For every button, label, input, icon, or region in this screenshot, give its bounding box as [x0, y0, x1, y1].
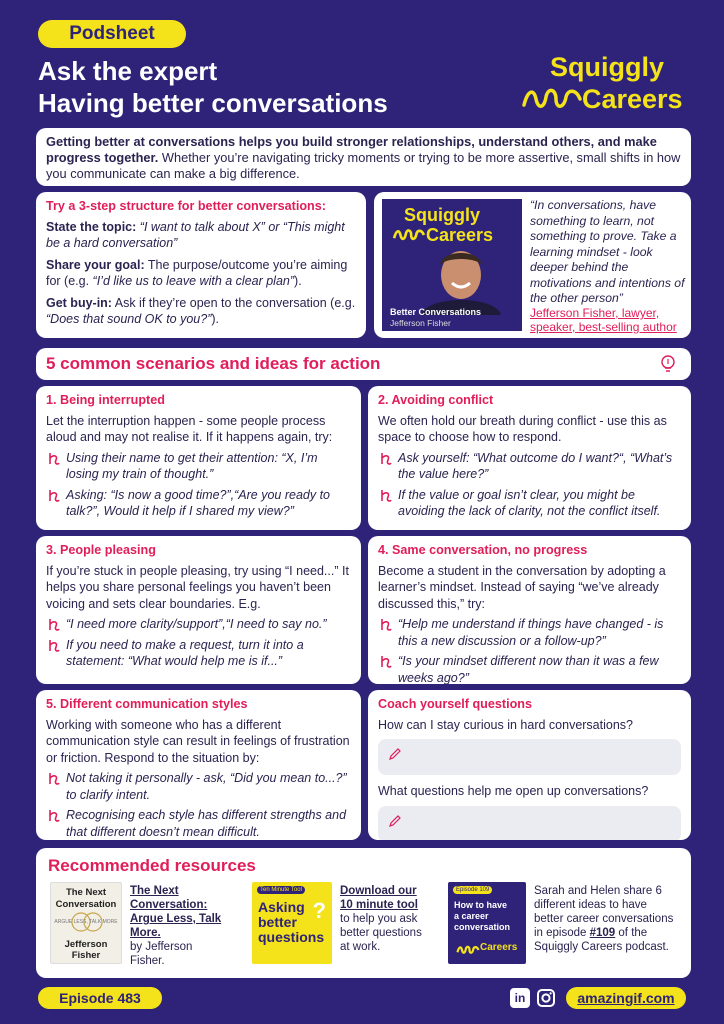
tool-resource: [340, 884, 426, 954]
squiggly-careers-logo: [520, 52, 700, 118]
scenario-intro: Let the interruption happen - some people process aloud and may not realise it. If it happens again, try:: [46, 413, 333, 444]
logo-word-careers: Careers: [582, 84, 683, 114]
squiggle-bullet-icon: [48, 772, 60, 786]
cover-caption: Better Conversations: [390, 307, 482, 317]
tool-cover-line3: questions: [258, 929, 325, 945]
quote-card: [374, 192, 691, 338]
episode-text-pre: Sarah and Helen share 6 different ideas to have better career conversations in episode: [534, 885, 674, 939]
tool-cover-line2: better: [258, 914, 297, 930]
bullet-item: [46, 487, 351, 520]
episode-resource: [534, 884, 674, 954]
instagram-icon[interactable]: [536, 988, 556, 1008]
guest-portrait-icon: [416, 245, 506, 315]
step-after: ).: [211, 312, 220, 326]
podsheet-badge: Podsheet: [38, 20, 186, 48]
step-label: State the topic:: [46, 219, 137, 234]
cover-name: Jefferson Fisher: [390, 318, 451, 328]
book-cover-author1: Jefferson: [64, 939, 108, 950]
resources-card: [36, 848, 691, 978]
scenario-title: 3. People pleasing: [46, 543, 156, 557]
squiggle-bullet-icon: [48, 618, 60, 632]
step-item: [46, 257, 356, 290]
squiggle-bullet-icon: [48, 489, 60, 503]
step-italic: “Does that sound OK to you?”: [46, 312, 212, 326]
episode-tag: Episode 109: [453, 886, 492, 894]
episode-cover-line2: a career: [454, 911, 489, 921]
scenario-intro: We often hold our breath during conflict - use this as space to choose how to respond.: [378, 413, 667, 444]
squiggle-bullet-icon: [48, 452, 60, 466]
scenario-card-interrupted: [36, 386, 361, 530]
bullet-text: Using their name to get their attention: “X, I’m losing my train of thought.”: [66, 450, 318, 481]
resources-title: Recommended resources: [48, 856, 256, 875]
episode-cover-line3: conversation: [454, 922, 511, 932]
bullet-text: If you need to make a request, turn it into a statement: “What would help me is if...”: [66, 637, 304, 668]
scenario-title: 4. Same conversation, no progress: [378, 543, 588, 557]
page-title-line2: Having better conversations: [38, 88, 388, 118]
squiggle-icon: [520, 85, 584, 113]
bullet-item: [378, 653, 681, 684]
step-after: ).: [294, 274, 302, 288]
episode-badge: Episode 483: [38, 987, 162, 1009]
scenario-intro: Working with someone who has a different communication style can result in feelings of frustration or friction. Respond to the situation by:: [46, 717, 350, 765]
answer-field-2[interactable]: [378, 806, 681, 841]
logo-word-squiggly: Squiggly: [550, 52, 664, 82]
squiggle-bullet-icon: [380, 655, 392, 669]
book-cover-subtitle: ARGUE LESS, TALK MORE: [54, 919, 118, 925]
scenario-card-conflict: [368, 386, 691, 530]
book-link[interactable]: The Next Conversation: Argue Less, Talk More.: [130, 885, 222, 939]
coach-question-2: What questions help me open up conversations?: [378, 784, 649, 798]
book-cover-title1: The Next: [65, 887, 107, 898]
coach-title: Coach yourself questions: [378, 697, 532, 711]
squiggle-icon: [392, 227, 426, 243]
step-item: [46, 295, 356, 328]
step-item: [46, 219, 356, 252]
bullet-text: “Help me understand if things have changed - is this a new discussion or a follow-up?”: [398, 617, 664, 648]
coach-card: [368, 690, 691, 840]
squiggle-icon: [456, 944, 480, 956]
episode-link[interactable]: #109: [589, 927, 616, 939]
bullet-item: [378, 487, 681, 520]
linkedin-icon[interactable]: in: [510, 988, 530, 1008]
quote-author-link[interactable]: Jefferson Fisher, lawyer, speaker, best-selling author: [530, 306, 677, 334]
episode-cover[interactable]: [448, 882, 526, 964]
squiggle-bullet-icon: [48, 639, 60, 653]
cover-logo-squiggly: Squiggly: [404, 205, 480, 225]
scenario-card-no-progress: [368, 536, 691, 684]
bullet-item: [378, 616, 681, 649]
structure-card: [36, 192, 366, 338]
step-text: The purpose/outcome you’re aiming for (e.g.: [46, 257, 348, 288]
bullet-item: [46, 616, 351, 633]
episode-cover-line1: How to have: [454, 900, 508, 910]
squiggle-bullet-icon: [380, 618, 392, 632]
structure-title: Try a 3-step structure for better conversations:: [46, 199, 326, 213]
bullet-text: Asking: “Is now a good time?”,“Are you ready to talk?”, Would it help if I shared my view?”: [66, 487, 331, 518]
intro-card: [36, 128, 691, 186]
scenario-card-communication-styles: [36, 690, 361, 840]
answer-field-1[interactable]: [378, 739, 681, 775]
scenario-title: 5. Different communication styles: [46, 697, 248, 711]
bullet-item: [46, 807, 351, 840]
tool-cover-line1: Asking: [258, 899, 305, 915]
book-cover[interactable]: [50, 882, 122, 964]
scenario-card-people-pleasing: [36, 536, 361, 684]
step-label: Share your goal:: [46, 257, 145, 272]
intro-rest: Whether you’re navigating tricky moments or trying to be more assertive, small shifts in how you communicate can make a big difference.: [46, 150, 681, 181]
expert-quote: “In conversations, have something to learn, not something to prove. Take a learning mindset - look deeper behind the motivations and intentions of the other person”: [530, 198, 685, 305]
step-label: Get buy-in:: [46, 295, 112, 310]
tool-description: to help you ask better questions at work.: [340, 913, 422, 953]
scenario-intro: If you’re stuck in people pleasing, try using “I need...” It helps you share personal feelings you haven’t been voicing and sets clear boundaries. E.g.: [46, 563, 349, 611]
pencil-icon: [388, 814, 402, 828]
episode-cover-logo: Careers: [480, 942, 518, 953]
cover-logo-careers: Careers: [426, 225, 494, 245]
book-author: by Jefferson Fisher.: [130, 941, 193, 967]
bullet-item: [46, 450, 351, 483]
pencil-icon: [388, 747, 402, 761]
book-cover-title2: Conversation: [55, 899, 117, 910]
step-italic: “I’d like us to leave with a clear plan”: [92, 274, 295, 288]
scenario-title: 2. Avoiding conflict: [378, 393, 494, 407]
bullet-text: “Is your mindset different now than it was a few weeks ago?”: [398, 654, 659, 684]
bullet-text: “I need more clarity/support”,“I need to say no.”: [66, 617, 327, 631]
episode-text-post: of the Squiggly Careers podcast.: [534, 927, 669, 953]
squiggle-bullet-icon: [380, 452, 392, 466]
bullet-item: [378, 450, 681, 483]
tool-cover[interactable]: [252, 882, 332, 964]
squiggle-bullet-icon: [48, 809, 60, 823]
question-mark-icon: ?: [312, 898, 326, 923]
step-text: Ask if they’re open to the conversation (e.g.: [111, 295, 356, 310]
lightbulb-icon: [659, 354, 677, 374]
tool-link[interactable]: Download our 10 minute tool: [340, 885, 418, 911]
bullet-text: Ask yourself: “What outcome do I want?“, “What’s the value here?”: [398, 450, 673, 481]
book-resource: [130, 884, 226, 968]
intro-bold: Getting better at conversations helps you build stronger relationships, understand others, and make progress together.: [46, 134, 657, 165]
book-cover-author2: Fisher: [71, 950, 101, 961]
scenarios-heading: [36, 348, 691, 380]
bullet-item: [46, 637, 351, 670]
squiggle-bullet-icon: [380, 489, 392, 503]
scenarios-heading-text: 5 common scenarios and ideas for action: [46, 354, 381, 373]
page-title-line1: Ask the expert: [38, 56, 218, 86]
bullet-item: [46, 770, 351, 803]
scenario-title: 1. Being interrupted: [46, 393, 165, 407]
bullet-text: If the value or goal isn’t clear, you might be avoiding the lack of clarity, not the conflict itself.: [398, 487, 661, 518]
bullet-text: Recognising each style has different strengths and that different doesn’t mean difficult.: [66, 808, 347, 839]
step-italic: “I want to talk about X” or “This might be a hard conversation”: [46, 219, 345, 250]
scenario-intro: Become a student in the conversation by adopting a learner’s mindset. Instead of saying “we’ve already discussed this,” try:: [378, 563, 666, 611]
coach-question-1: How can I stay curious in hard conversations?: [378, 717, 633, 732]
website-link[interactable]: amazingif.com: [566, 987, 686, 1009]
instagram-glyph: [536, 988, 556, 1008]
podcast-cover: [382, 199, 522, 331]
tool-tag: Ten Minute Tool: [257, 886, 305, 894]
bullet-text: Not taking it personally - ask, “Did you mean to...?” to clarify intent.: [66, 771, 347, 802]
